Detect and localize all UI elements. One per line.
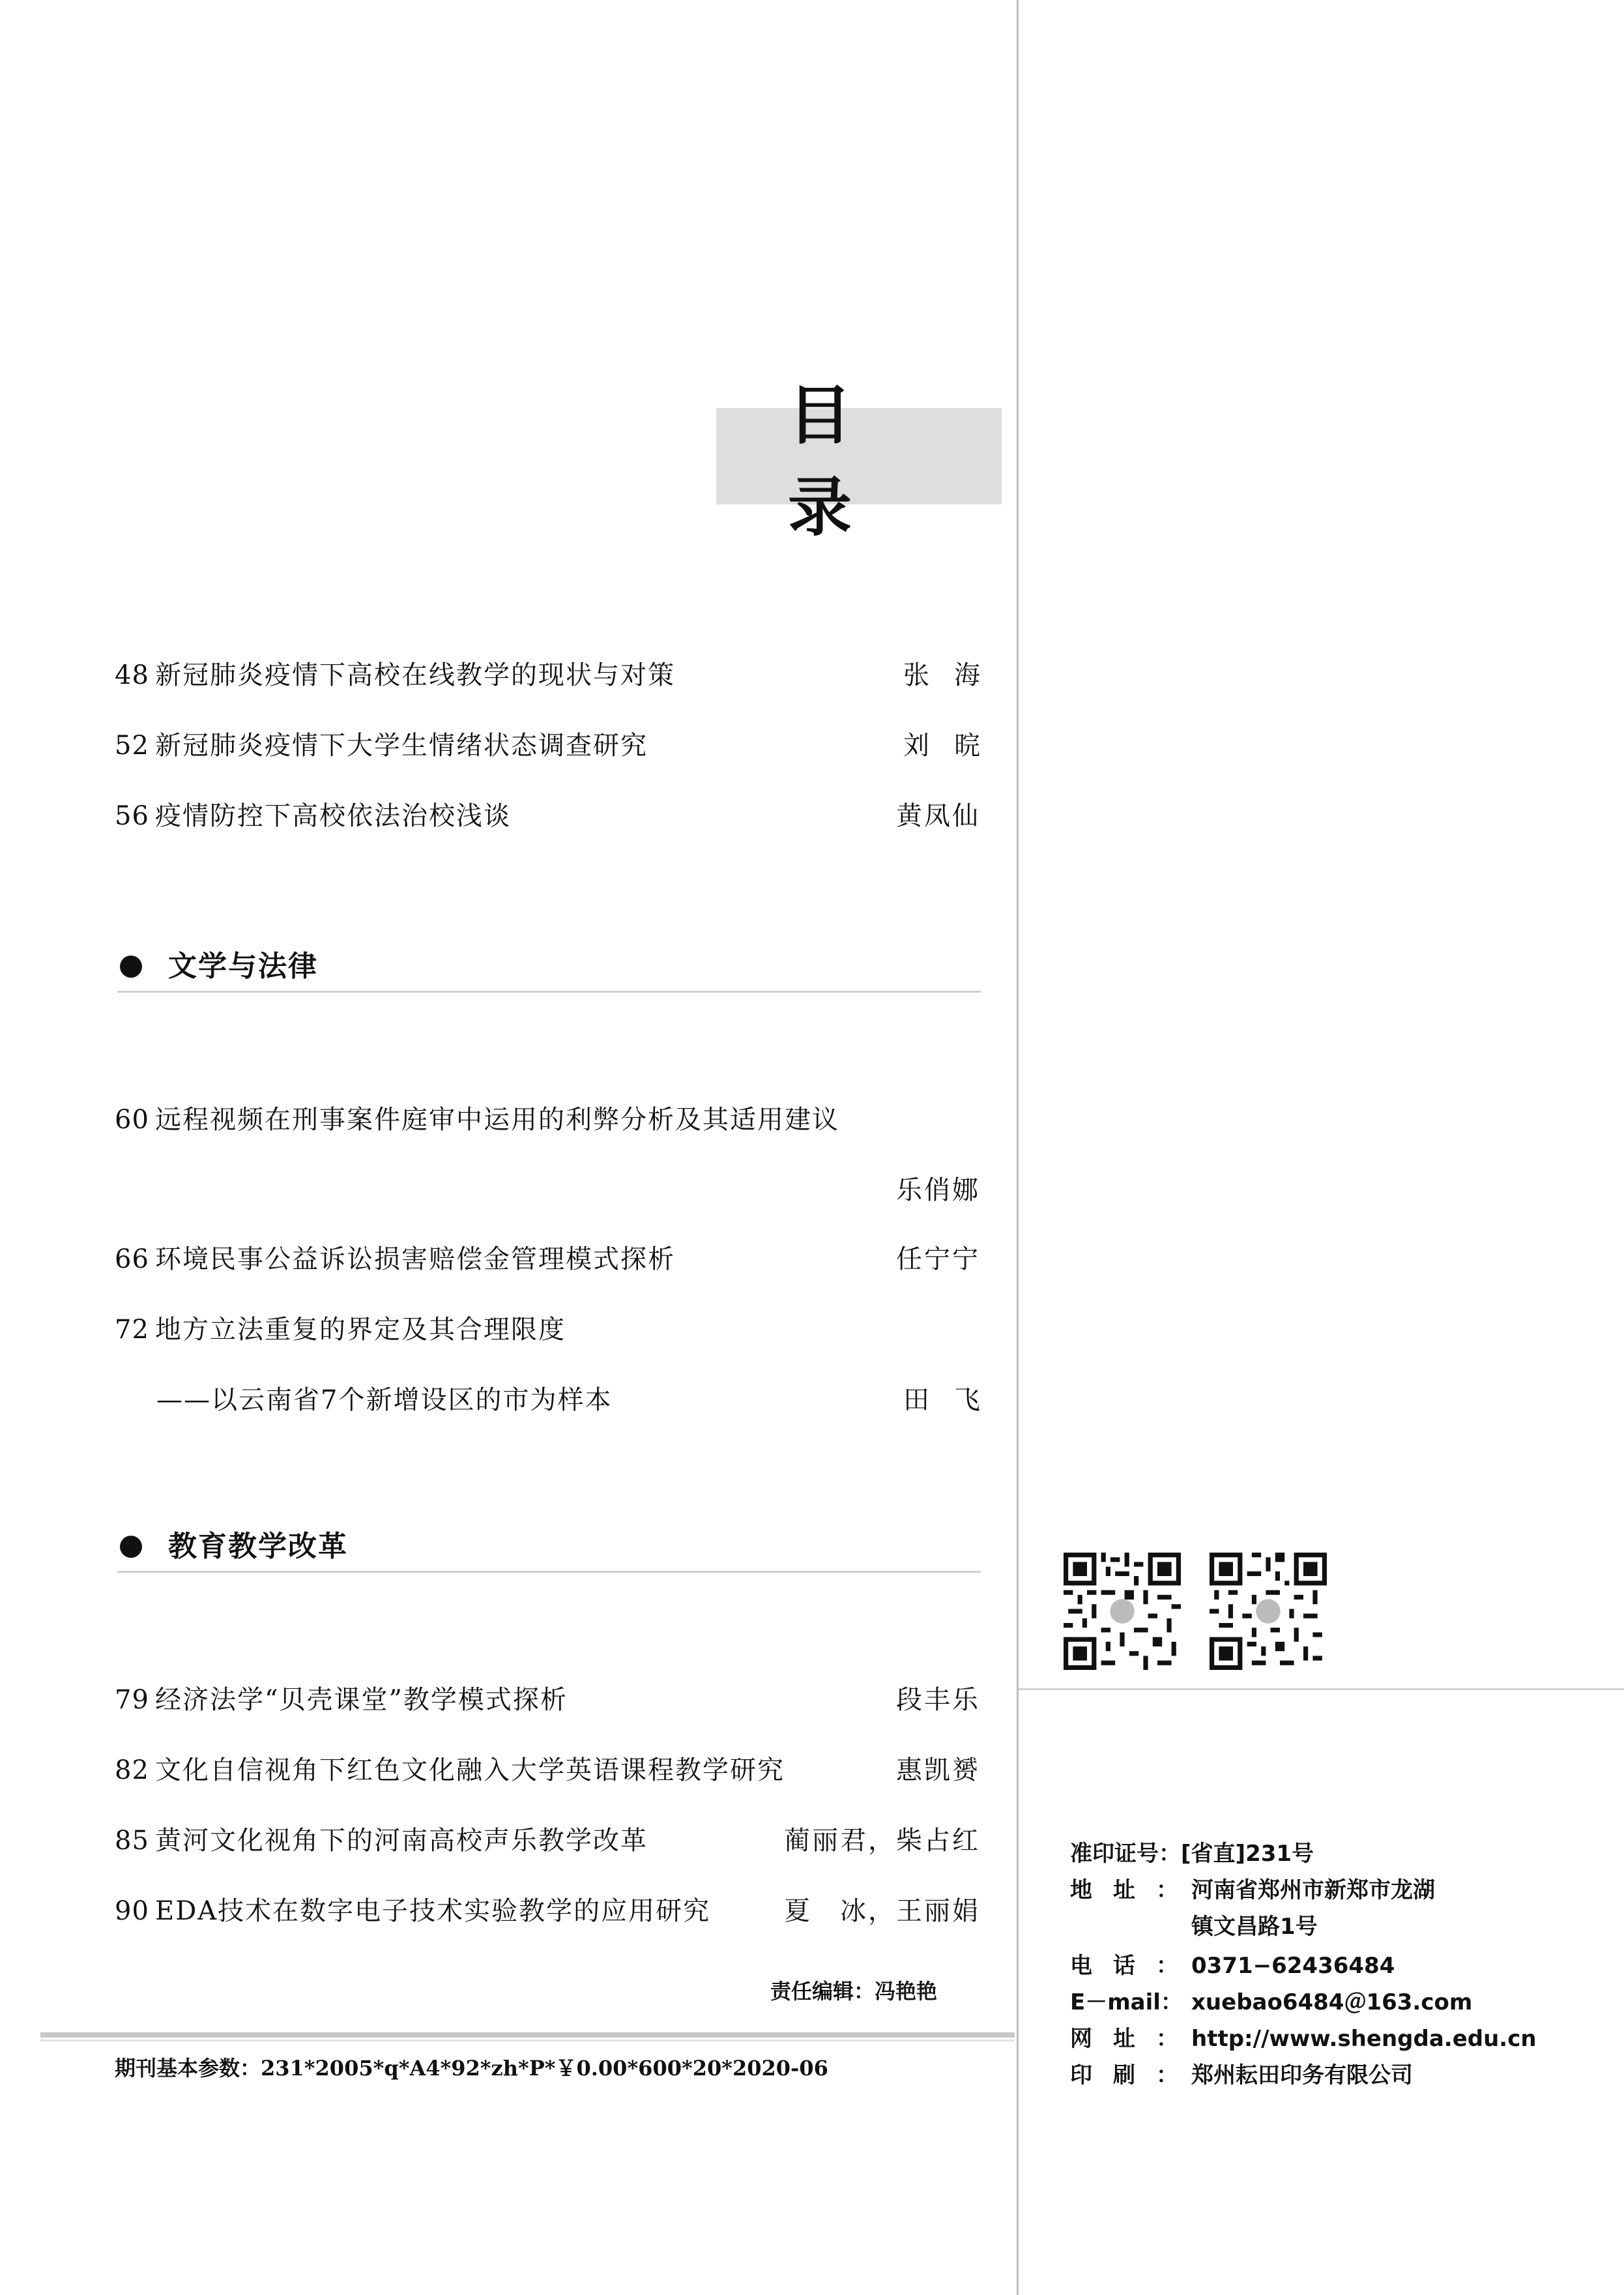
info-value: 河南省郑州市新郑市龙湖 <box>1191 1877 1435 1903</box>
page-number: 66 <box>115 1244 149 1274</box>
info-value: [省直]231号 <box>1181 1841 1314 1867</box>
article-title: 文化自信视角下红色文化融入大学英语课程教学研究 <box>155 1755 785 1785</box>
article-title: 地方立法重复的界定及其合理限度 <box>155 1315 566 1345</box>
info-key: 地址： <box>1070 1877 1199 1903</box>
info-address-line2: 镇文昌路1号 <box>1191 1914 1318 1940</box>
page-number: 79 <box>115 1685 149 1715</box>
journal-parameters: 期刊基本参数：231*2005*q*A4*92*zh*P*￥0.00*600*20*2020-06 <box>115 2056 828 2081</box>
info-key: 准印证号： <box>1070 1841 1181 1867</box>
bullet-icon <box>120 1536 142 1558</box>
page-number: 52 <box>115 731 149 761</box>
section-header-law <box>117 945 981 993</box>
toc-entry[interactable] <box>115 1749 980 1791</box>
page-number: 82 <box>115 1755 149 1785</box>
article-title: 远程视频在刑事案件庭审中运用的利弊分析及其适用建议 <box>155 1105 839 1135</box>
email-link[interactable]: xuebao6484＠163.com <box>1191 1989 1473 2015</box>
toc-entry-author-row <box>115 1379 1005 1421</box>
footer-divider <box>40 2032 1015 2038</box>
toc-entry[interactable] <box>115 725 1005 767</box>
toc-entry[interactable] <box>115 1099 980 1141</box>
article-author: 张海 <box>903 660 1005 690</box>
info-key: 电话： <box>1070 1953 1199 1979</box>
page-number: 60 <box>115 1105 149 1135</box>
info-telephone <box>1070 1948 1395 1984</box>
qr-code-icon <box>1210 1553 1327 1670</box>
website-link[interactable]: http://www.shengda.edu.cn <box>1191 2026 1537 2052</box>
article-title: 新冠肺炎疫情下大学生情绪状态调查研究 <box>155 731 648 761</box>
article-author: 乐俏娜 <box>896 1175 980 1205</box>
page-number: 48 <box>115 660 149 690</box>
article-title: 新冠肺炎疫情下高校在线教学的现状与对策 <box>155 660 675 690</box>
info-key: E－mail： <box>1070 1989 1183 2015</box>
toc-entry[interactable] <box>115 795 980 837</box>
article-author: 蔺丽君，柴占红 <box>784 1826 980 1856</box>
page-number: 72 <box>115 1315 149 1345</box>
toc-entry[interactable] <box>115 1309 980 1351</box>
section-label: 文学与法律 <box>168 950 318 983</box>
article-author: 黄凤仙 <box>896 801 980 831</box>
article-author: 段丰乐 <box>896 1685 980 1715</box>
info-email <box>1070 1984 1472 2021</box>
article-author: 惠凯赟 <box>896 1755 980 1785</box>
toc-entry[interactable] <box>115 1890 980 1932</box>
right-column-divider <box>1019 1688 1624 1690</box>
bullet-icon <box>120 956 142 978</box>
page-number: 90 <box>115 1896 149 1926</box>
info-permit <box>1070 1835 1314 1872</box>
toc-entry[interactable] <box>115 654 1005 696</box>
info-website <box>1070 2021 1537 2057</box>
info-address <box>1070 1872 1435 1908</box>
info-printer <box>1070 2057 1413 2094</box>
article-subtitle: ——以云南省7个新增设区的市为样本 <box>156 1385 613 1415</box>
article-title: 疫情防控下高校依法治校浅谈 <box>155 801 511 831</box>
toc-entry[interactable] <box>115 1820 980 1862</box>
section-header-education <box>117 1525 981 1573</box>
toc-entry[interactable] <box>115 1238 980 1280</box>
article-title: EDA技术在数字电子技术实验教学的应用研究 <box>155 1896 711 1926</box>
info-key: 网址： <box>1070 2026 1199 2052</box>
section-label: 教育教学改革 <box>168 1530 348 1563</box>
page-number: 56 <box>115 801 149 831</box>
qr-code-icon <box>1064 1553 1181 1670</box>
article-title: 环境民事公益诉讼损害赔偿金管理模式探析 <box>155 1244 675 1274</box>
responsible-editor: 责任编辑：冯艳艳 <box>770 1979 938 2004</box>
toc-entry[interactable] <box>115 1679 980 1721</box>
article-author: 刘晥 <box>903 731 1005 761</box>
article-title: 经济法学“贝壳课堂”教学模式探析 <box>155 1685 568 1715</box>
article-author: 田飞 <box>903 1385 1005 1415</box>
page-title: 目 录 <box>716 408 1002 504</box>
article-title: 黄河文化视角下的河南高校声乐教学改革 <box>155 1826 648 1856</box>
page-number: 85 <box>115 1826 149 1856</box>
info-value: 郑州耘田印务有限公司 <box>1191 2062 1413 2088</box>
info-key: 印刷： <box>1070 2062 1199 2088</box>
info-value: 0371−62436484 <box>1191 1953 1395 1979</box>
footer-divider-light <box>40 2039 1015 2041</box>
column-divider <box>1017 0 1019 2295</box>
article-author: 任宁宁 <box>896 1244 980 1274</box>
article-author: 夏 冰，王丽娟 <box>784 1896 980 1926</box>
